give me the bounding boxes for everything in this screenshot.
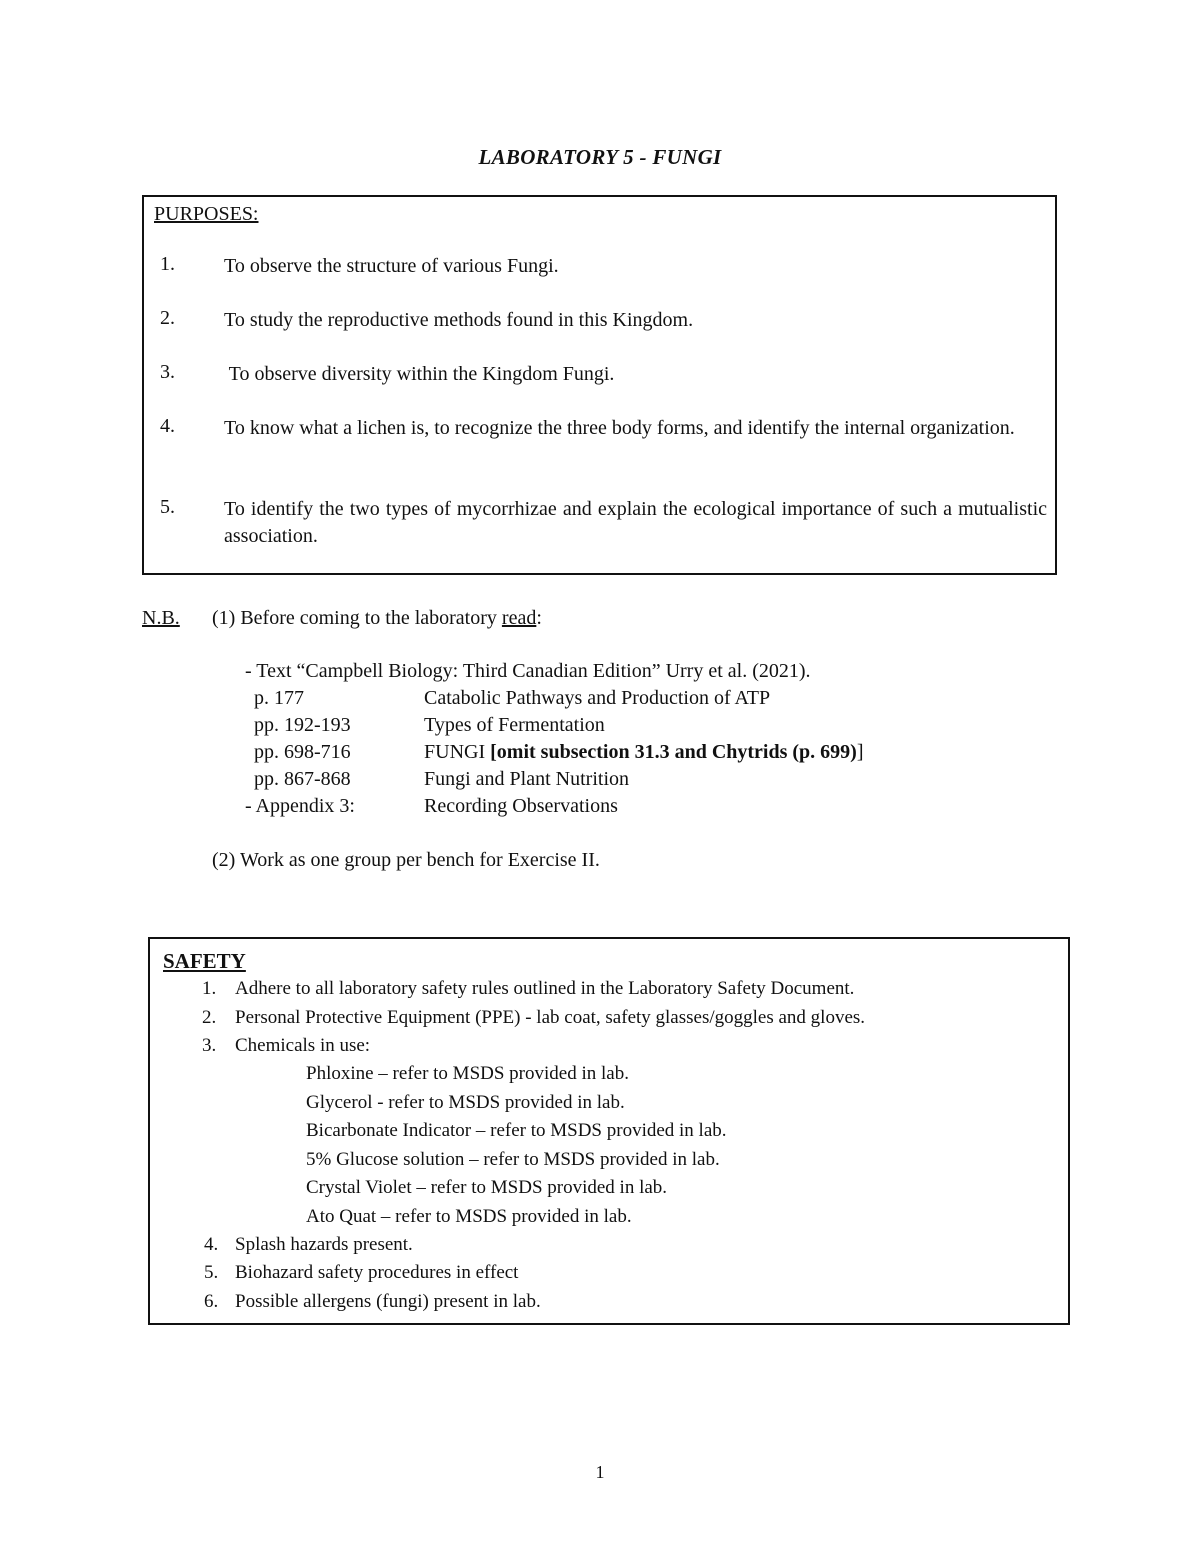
purpose-text: To study the reproductive methods found in this Kingdom. <box>224 309 694 331</box>
purpose-number: 4. <box>160 415 175 437</box>
reading-topic: Catabolic Pathways and Production of ATP <box>424 687 771 709</box>
nb-item-2: (2) Work as one group per bench for Exercise II. <box>212 849 600 871</box>
safety-text: Adhere to all laboratory safety rules outlined in the Laboratory Safety Document. <box>235 978 855 999</box>
reading-topic-omit-note: [omit subsection 31.3 and Chytrids (p. 699) <box>490 741 857 763</box>
chemical-item: Glycerol - refer to MSDS provided in lab. <box>306 1092 625 1113</box>
purpose-text: To know what a lichen is, to recognize the three body forms, and identify the internal organization. <box>224 417 1015 439</box>
safety-heading: SAFETY <box>163 949 246 973</box>
reading-pages: pp. 867-868 <box>254 768 351 790</box>
purpose-number: 2. <box>160 307 175 329</box>
reading-topic: Fungi and Plant Nutrition <box>424 768 629 790</box>
safety-text: Splash hazards present. <box>235 1234 413 1255</box>
safety-number: 4. <box>204 1234 219 1255</box>
read-emphasis: read <box>501 607 537 629</box>
chemical-item: Phloxine – refer to MSDS provided in lab. <box>306 1063 629 1084</box>
purposes-heading: PURPOSES: <box>154 203 259 225</box>
reading-pages: pp. 192-193 <box>254 714 351 736</box>
purpose-text: To identify the two types of mycorrhizae and explain the ecological importance of such a mutualistic association. <box>224 498 1047 547</box>
reading-topic-plain: FUNGI <box>424 741 491 763</box>
chemical-item: Crystal Violet – refer to MSDS provided in lab. <box>306 1177 668 1198</box>
nb-item-1-prefix: (1) Before coming to the laboratory <box>212 607 502 629</box>
nb-label: N.B. <box>142 607 180 629</box>
chemical-item: 5% Glucose solution – refer to MSDS provided in lab. <box>306 1149 720 1170</box>
purpose-number: 5. <box>160 496 175 518</box>
chemical-item: Ato Quat – refer to MSDS provided in lab. <box>306 1206 632 1227</box>
page-number: 1 <box>595 1462 605 1482</box>
safety-text: Personal Protective Equipment (PPE) - lab coat, safety glasses/goggles and gloves. <box>235 1007 866 1028</box>
reading-topic <box>424 741 864 764</box>
safety-number: 5. <box>204 1262 219 1283</box>
safety-text: Chemicals in use: <box>235 1035 371 1056</box>
safety-number: 2. <box>202 1007 217 1028</box>
safety-number: 6. <box>204 1291 219 1312</box>
purpose-number: 1. <box>160 253 175 275</box>
reading-topic-end: ] <box>856 741 864 763</box>
nb-item-1 <box>212 607 542 630</box>
reading-topic: Recording Observations <box>424 795 618 817</box>
purpose-number: 3. <box>160 361 175 383</box>
purpose-text: To observe diversity within the Kingdom Fungi. <box>224 363 615 385</box>
safety-text: Biohazard safety procedures in effect <box>235 1262 519 1283</box>
reading-topic: Types of Fermentation <box>424 714 605 736</box>
text-reference: - Text “Campbell Biology: Third Canadian Edition” Urry et al. (2021). <box>245 660 811 682</box>
purpose-text: To observe the structure of various Fungi. <box>224 255 559 277</box>
purposes-box <box>142 195 1057 575</box>
nb-item-1-suffix: : <box>536 607 542 629</box>
safety-number: 3. <box>202 1035 217 1056</box>
reading-pages: - Appendix 3: <box>245 795 355 817</box>
safety-number: 1. <box>202 978 217 999</box>
chemical-item: Bicarbonate Indicator – refer to MSDS provided in lab. <box>306 1120 727 1141</box>
safety-text: Possible allergens (fungi) present in lab. <box>235 1291 541 1312</box>
reading-pages: pp. 698-716 <box>254 741 351 763</box>
reading-pages: p. 177 <box>254 687 304 709</box>
page-title: LABORATORY 5 - FUNGI <box>478 145 722 169</box>
safety-box <box>148 937 1070 1325</box>
